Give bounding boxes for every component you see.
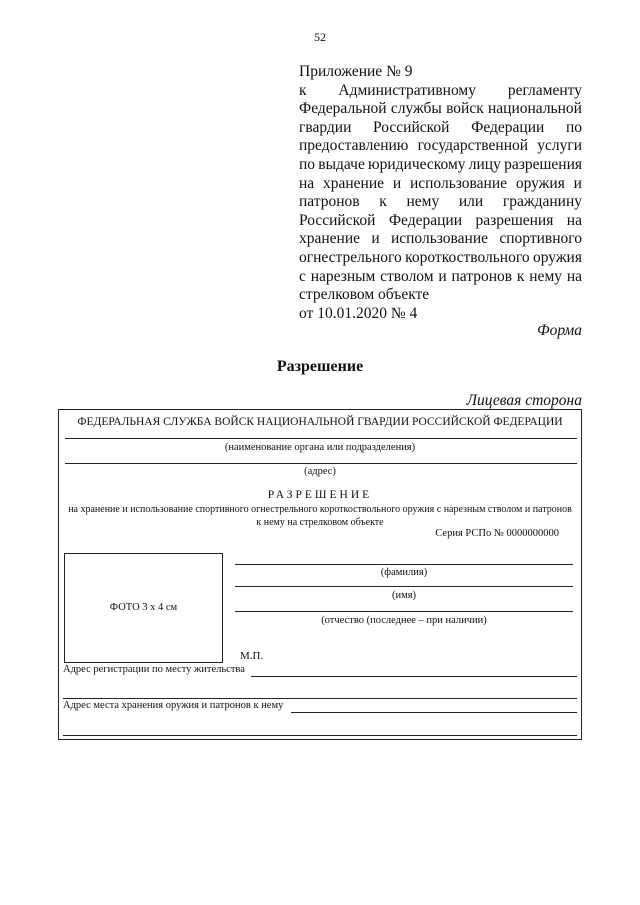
storage-address-line bbox=[291, 712, 577, 713]
storage-address-label: Адрес места хранения оружия и патронов к нему bbox=[63, 700, 284, 711]
patronymic-caption: (отчество (последнее – при наличии) bbox=[321, 615, 487, 626]
address-caption: (адрес) bbox=[304, 466, 336, 477]
appendix-word: использование bbox=[390, 230, 489, 248]
registration-address-line bbox=[251, 676, 577, 677]
appendix-word: нарезным bbox=[310, 267, 376, 285]
series-number: Серия РСПо № 0000000000 bbox=[435, 528, 559, 539]
appendix-word: на bbox=[566, 211, 582, 229]
appendix-word: стрелковом объекте bbox=[299, 286, 430, 304]
name-line bbox=[235, 611, 573, 612]
appendix-word: на bbox=[566, 267, 582, 285]
photo-box bbox=[64, 553, 223, 663]
appendix-word: нему bbox=[529, 267, 562, 285]
surname-caption: (фамилия) bbox=[380, 567, 428, 578]
appendix-word: нему bbox=[406, 193, 440, 211]
storage-address-line-2 bbox=[63, 735, 577, 736]
appendix-word: короткоствольного bbox=[405, 248, 530, 266]
document-title: Разрешение bbox=[276, 358, 364, 375]
appendix-word: хранение bbox=[323, 174, 385, 192]
appendix-word: к bbox=[516, 267, 525, 285]
appendix-line bbox=[299, 286, 582, 305]
appendix-word: предоставлению bbox=[299, 137, 409, 155]
name-caption: (имя) bbox=[391, 590, 417, 601]
stamp-label: М.П. bbox=[240, 650, 264, 662]
appendix-word: регламенту bbox=[507, 81, 582, 99]
appendix-line bbox=[299, 212, 582, 231]
photo-label: ФОТО 3 х 4 см bbox=[109, 602, 178, 613]
appendix-word: с bbox=[299, 267, 306, 285]
appendix-word: Федеральной bbox=[299, 100, 387, 118]
appendix-word: гражданину bbox=[502, 193, 582, 211]
appendix-word: разрешения bbox=[504, 155, 582, 173]
registration-address-line-2 bbox=[63, 698, 577, 699]
appendix-word: Российской bbox=[373, 118, 450, 136]
appendix-word: юридическому bbox=[368, 155, 466, 173]
appendix-word: хранение bbox=[299, 230, 361, 248]
appendix-word: по bbox=[565, 118, 582, 136]
appendix-word: по bbox=[299, 155, 316, 173]
appendix-word: Российской bbox=[299, 211, 376, 229]
permit-title: РАЗРЕШЕНИЕ bbox=[267, 489, 373, 501]
appendix-word: лицу bbox=[468, 155, 501, 173]
agency-name: ФЕДЕРАЛЬНАЯ СЛУЖБА ВОЙСК НАЦИОНАЛЬНОЙ ГВАРДИИ РОССИЙСКОЙ ФЕДЕРАЦИИ bbox=[77, 416, 563, 428]
appendix-word: на bbox=[299, 174, 315, 192]
appendix-line bbox=[299, 156, 582, 175]
appendix-line bbox=[299, 305, 582, 324]
appendix-word: или bbox=[458, 193, 484, 211]
appendix-word: и bbox=[392, 174, 402, 192]
appendix-word: патронов bbox=[299, 193, 360, 211]
appendix-line bbox=[299, 100, 582, 119]
page-number: 52 bbox=[314, 30, 326, 44]
appendix-line bbox=[299, 230, 582, 249]
appendix-word: услуги bbox=[537, 137, 582, 155]
side-label: Лицевая сторона bbox=[466, 392, 582, 409]
appendix-word: национальной bbox=[488, 100, 582, 118]
appendix-line bbox=[299, 63, 582, 82]
appendix-word: оружия bbox=[533, 248, 582, 266]
permit-description: на хранение и использование спортивного огнестрельного короткоствольного оружия с нарезным стволом и патронов к нему на стрелковом объекте bbox=[68, 504, 572, 528]
appendix-word: государственной bbox=[417, 137, 529, 155]
appendix-word: оружия bbox=[515, 174, 565, 192]
appendix-word: и bbox=[573, 174, 582, 192]
address-line bbox=[65, 463, 577, 464]
appendix-word: использование bbox=[409, 174, 508, 192]
appendix-word: войск bbox=[446, 100, 484, 118]
appendix-line bbox=[299, 249, 582, 268]
appendix-header bbox=[299, 63, 582, 323]
appendix-word: и bbox=[438, 267, 447, 285]
appendix-word: огнестрельного bbox=[299, 248, 402, 266]
appendix-word: Административному bbox=[338, 81, 476, 99]
appendix-word: гвардии bbox=[299, 118, 352, 136]
appendix-word: и bbox=[371, 230, 380, 248]
appendix-word: Федерации bbox=[388, 211, 463, 229]
appendix-line bbox=[299, 175, 582, 194]
appendix-word: выдаче bbox=[318, 155, 365, 173]
permit-form bbox=[58, 409, 582, 740]
surname-line-top bbox=[235, 564, 573, 565]
org-name-caption: (наименование органа или подразделения) bbox=[224, 442, 416, 453]
appendix-word: от 10.01.2020 № 4 bbox=[299, 304, 418, 322]
appendix-line bbox=[299, 193, 582, 212]
appendix-word: стволом bbox=[380, 267, 434, 285]
appendix-word: Федерации bbox=[471, 118, 545, 136]
form-label: Форма bbox=[537, 322, 582, 339]
appendix-word: к bbox=[299, 81, 307, 99]
appendix-word: Приложение № 9 bbox=[299, 63, 413, 80]
org-name-line bbox=[65, 438, 577, 439]
appendix-line bbox=[299, 137, 582, 156]
appendix-word: службы bbox=[390, 100, 442, 118]
registration-address-label: Адрес регистрации по месту жительства bbox=[63, 664, 245, 675]
appendix-word: к bbox=[379, 193, 387, 211]
surname-line bbox=[235, 586, 573, 587]
appendix-word: патронов bbox=[451, 267, 513, 285]
appendix-line bbox=[299, 268, 582, 287]
appendix-word: спортивного bbox=[499, 230, 582, 248]
appendix-word: разрешения bbox=[475, 211, 554, 229]
appendix-line bbox=[299, 119, 582, 138]
appendix-line bbox=[299, 82, 582, 101]
